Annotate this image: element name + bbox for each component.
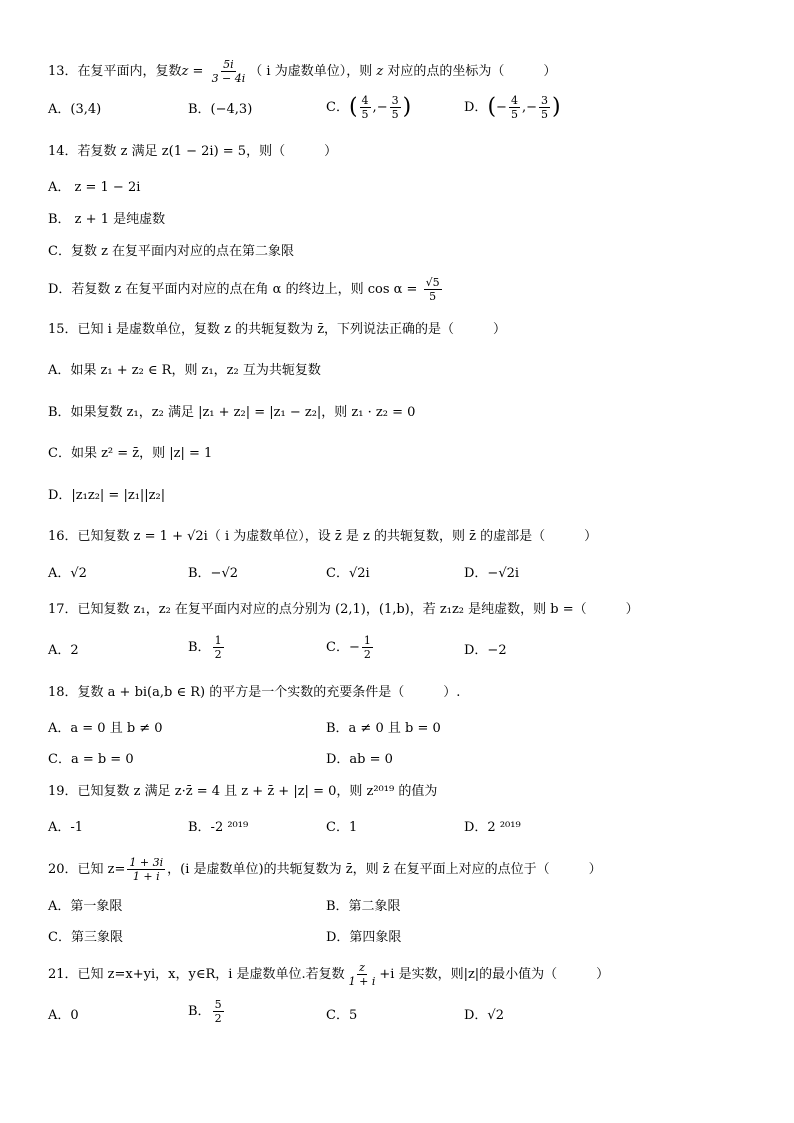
option-15d: D．|z₁z₂| = |z₁||z₂| bbox=[48, 488, 166, 503]
option-20b: B．第二象限 bbox=[326, 899, 401, 914]
option-19a: A．-1 bbox=[48, 820, 84, 835]
option-16c: C．√2i bbox=[326, 566, 370, 581]
question-21-stem: 21．已知 z=x+yi，x，y∈R，i 是虚数单位.若复数 $\frac{z}{1 + i}$ +i 是实数，则|z|的最小值为（ ） bbox=[48, 961, 610, 988]
question-16-stem: 16．已知复数 z = 1 + √2i（ i 为虚数单位），设 z̄ 是 z 的共轭复数，则 z̄ 的虚部是（ ） bbox=[48, 529, 598, 544]
option-18b: B．a ≠ 0 且 b = 0 bbox=[326, 721, 441, 736]
option-20a: A．第一象限 bbox=[48, 899, 123, 914]
question-17-stem: 17．已知复数 z₁，z₂ 在复平面内对应的点分别为 (2,1)，(1,b)，若 z₁z₂ 是纯虚数，则 b =（ ） bbox=[48, 602, 639, 617]
option-14b: B． z + 1 是纯虚数 bbox=[48, 212, 166, 227]
option-15a: A．如果 z₁ + z₂ ∈ R，则 z₁，z₂ 互为共轭复数 bbox=[48, 363, 321, 378]
option-21c: C．5 bbox=[326, 1008, 358, 1023]
fraction: $\frac{5i}{3 - 4i}$ bbox=[211, 58, 246, 85]
option-14c: C．复数 z 在复平面内对应的点在第二象限 bbox=[48, 244, 295, 259]
option-19c: C．1 bbox=[326, 820, 358, 835]
question-18-stem: 18．复数 a + bi(a,b ∈ R) 的平方是一个实数的充要条件是（ ）. bbox=[48, 685, 461, 700]
option-20c: C．第三象限 bbox=[48, 930, 123, 945]
option-13c: C．( $\frac{4}{5}$ ,− $\frac{3}{5}$ ) bbox=[326, 94, 412, 121]
question-19-stem: 19．已知复数 z 满足 z·z̄ = 4 且 z + z̄ + |z| = 0，则 z²⁰¹⁹ 的值为 bbox=[48, 784, 438, 799]
option-16a: A．√2 bbox=[48, 566, 87, 581]
option-17d: D．−2 bbox=[464, 643, 507, 658]
option-15c: C．如果 z² = z̄，则 |z| = 1 bbox=[48, 446, 213, 461]
option-13a: A．(3,4) bbox=[48, 102, 102, 117]
option-21d: D．√2 bbox=[464, 1008, 504, 1023]
option-17c: C．− $\frac{1}{2}$ bbox=[326, 634, 371, 661]
option-19b: B．-2 ²⁰¹⁹ bbox=[188, 820, 249, 835]
option-13b: B．(−4,3) bbox=[188, 102, 253, 117]
option-18c: C．a = b = 0 bbox=[48, 752, 134, 767]
option-16b: B．−√2 bbox=[188, 566, 239, 581]
option-20d: D．第四象限 bbox=[326, 930, 402, 945]
option-19d: D．2 ²⁰¹⁹ bbox=[464, 820, 521, 835]
option-21b: B． $\frac{5}{2}$ bbox=[188, 998, 222, 1025]
option-15b: B．如果复数 z₁，z₂ 满足 |z₁ + z₂| = |z₁ − z₂|，则 z₁ · z₂ = 0 bbox=[48, 405, 416, 420]
option-18a: A．a = 0 且 b ≠ 0 bbox=[48, 721, 163, 736]
option-14a: A． z = 1 − 2i bbox=[48, 180, 141, 195]
option-14d: D．若复数 z 在复平面内对应的点在角 α 的终边上，则 cos α = $\frac{√5}{5}$ bbox=[48, 276, 440, 303]
option-21a: A．0 bbox=[48, 1008, 79, 1023]
option-16d: D．−√2i bbox=[464, 566, 520, 581]
option-13d: D．(− $\frac{4}{5}$ ,− $\frac{3}{5}$ ) bbox=[464, 94, 561, 121]
question-20-stem: 20．已知 z= $\frac{1 + 3i}{1 + i}$ ，(i 是虚数单位)的共轭复数为 z̄，则 z̄ 在复平面上对应的点位于（ ） bbox=[48, 856, 602, 883]
question-13-stem: 13．在复平面内，复数z = $\frac{5i}{3 - 4i}$ （ i 为虚数单位），则 z 对应的点的坐标为（ ） bbox=[48, 58, 557, 85]
question-15-stem: 15．已知 i 是虚数单位，复数 z 的共轭复数为 z̄，下列说法正确的是（ ） bbox=[48, 322, 507, 337]
option-17a: A．2 bbox=[48, 643, 79, 658]
option-17b: B． $\frac{1}{2}$ bbox=[188, 634, 222, 661]
question-14-stem: 14．若复数 z 满足 z(1 − 2i) = 5，则（ ） bbox=[48, 144, 338, 159]
option-18d: D．ab = 0 bbox=[326, 752, 393, 767]
